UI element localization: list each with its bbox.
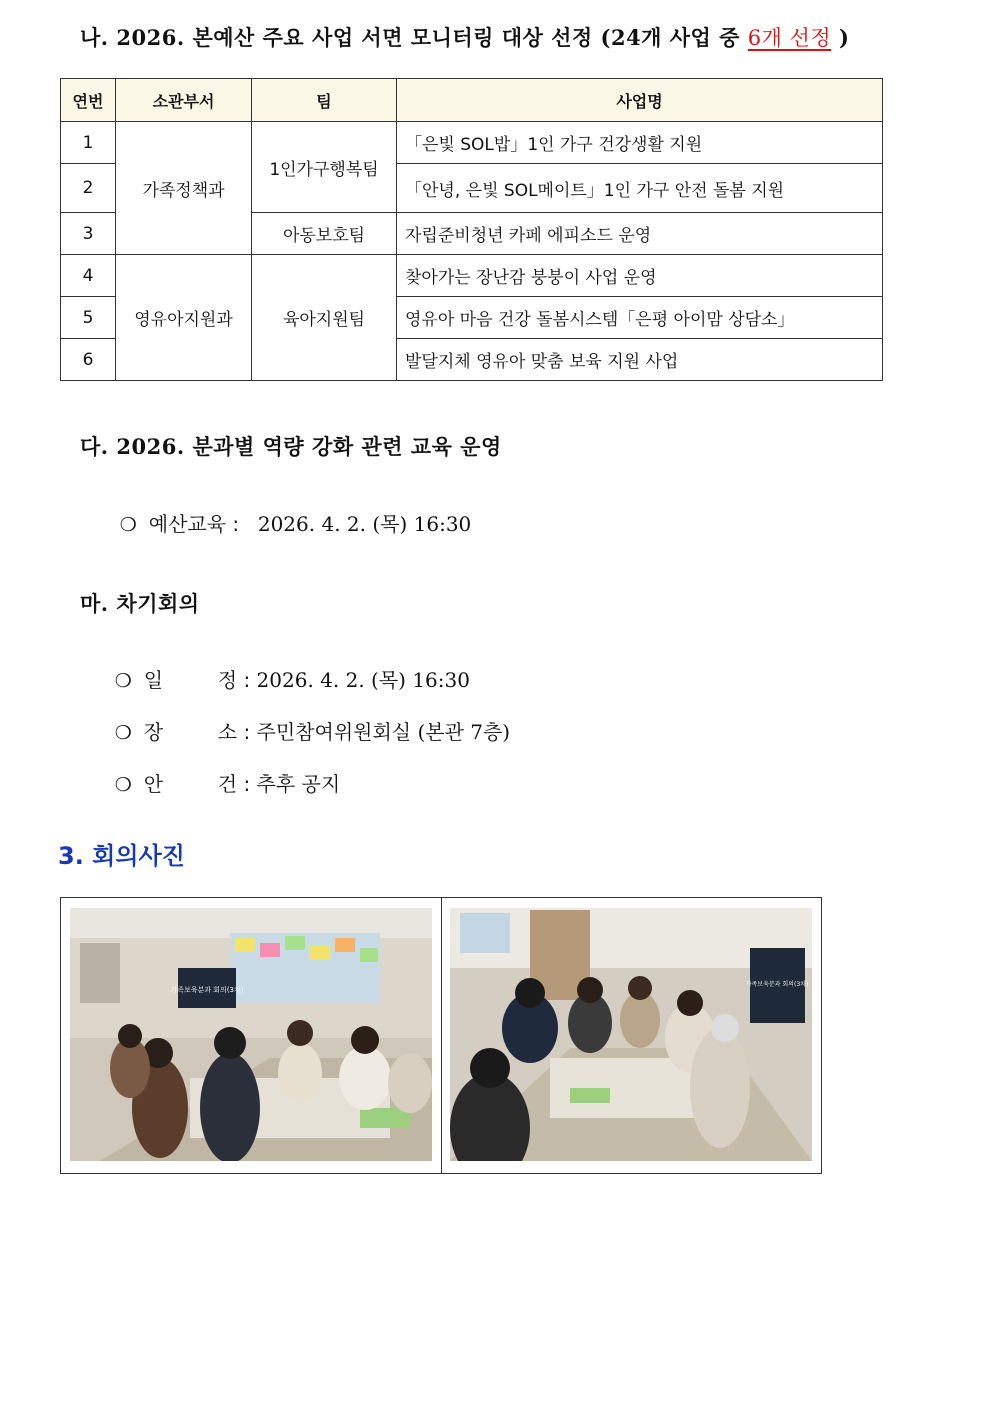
header-no: 연번 [61, 79, 116, 122]
next-meeting-item: ❍ 일 정 : 2026. 4. 2. (목) 16:30 [102, 640, 470, 693]
next-meeting-item: ❍ 장 소 : 주민참여위원회실 (본관 7층) [102, 692, 510, 745]
row-project: 「안녕, 은빛 SOL메이트」1인 가구 안전 돌봄 지원 [397, 164, 883, 213]
section-ma-title: 마. 차기회의 [80, 591, 200, 616]
table-row [61, 255, 883, 297]
section-3-title: 3. 회의사진 [58, 842, 185, 870]
item-label-b: 소 [217, 720, 238, 744]
row-project: 발달지체 영유아 맞춤 보육 지원 사업 [397, 339, 883, 381]
header-team: 팀 [252, 79, 397, 122]
screen-title-2: 가족보육분과 회의(3차) [745, 981, 809, 988]
item-label-a: 장 [143, 720, 164, 744]
row-no: 2 [61, 164, 116, 213]
item-value: 2026. 4. 2. (목) 16:30 [256, 668, 470, 692]
row-project: 찾아가는 장난감 붕붕이 사업 운영 [397, 255, 883, 297]
header-project: 사업명 [397, 79, 883, 122]
row-team: 1인가구행복팀 [252, 122, 397, 213]
education-value: 2026. 4. 2. (목) 16:30 [257, 512, 472, 536]
monitoring-table [60, 78, 883, 381]
table-row [61, 122, 883, 164]
education-item [107, 484, 471, 537]
row-project: 「은빛 SOL밥」1인 가구 건강생활 지원 [397, 122, 883, 164]
row-project: 자립준비청년 카페 에피소드 운영 [397, 213, 883, 255]
bullet-circle-icon: ❍ [119, 514, 137, 536]
header-dept: 소관부서 [116, 79, 252, 122]
item-label-a: 일 [143, 668, 164, 692]
section-na-title-highlight: 6개 선정 [747, 26, 832, 50]
bullet-circle-icon: ❍ [114, 722, 132, 744]
item-value: 추후 공지 [256, 772, 341, 796]
row-dept: 영유아지원과 [116, 255, 252, 381]
next-meeting-item: ❍ 안 건 : 추후 공지 [102, 744, 340, 797]
item-value: 주민참여위원회실 (본관 7층) [256, 720, 511, 744]
item-label-a: 안 [143, 772, 164, 796]
table-header-row [61, 79, 883, 122]
row-no: 4 [61, 255, 116, 297]
photo-divider [441, 898, 442, 1173]
meeting-photo-1 [70, 908, 432, 1161]
meeting-photos [60, 897, 822, 1174]
row-project: 영유아 마음 건강 돌봄시스템「은평 아이맘 상담소」 [397, 297, 883, 339]
row-dept: 가족정책과 [116, 122, 252, 255]
row-no: 6 [61, 339, 116, 381]
education-separator: : [226, 512, 252, 536]
meeting-photo-2 [450, 908, 812, 1161]
item-label-b: 정 [217, 668, 238, 692]
screen-title-1: 가족보육분과 회의(3차) [170, 986, 244, 994]
row-team: 아동보호팀 [252, 213, 397, 255]
bullet-circle-icon: ❍ [114, 774, 132, 796]
row-no: 1 [61, 122, 116, 164]
education-label: 예산교육 [148, 512, 227, 536]
row-no: 5 [61, 297, 116, 339]
row-no: 3 [61, 213, 116, 255]
section-da-title: 다. 2026. 분과별 역량 강화 관련 교육 운영 [80, 434, 502, 459]
section-na-title-prefix: 나. 2026. 본예산 주요 사업 서면 모니터링 대상 선정 (24개 사업 중 [80, 25, 748, 50]
row-team: 육아지원팀 [252, 255, 397, 381]
section-na-title [80, 22, 849, 52]
bullet-circle-icon: ❍ [114, 670, 132, 692]
item-label-b: 건 [217, 772, 238, 796]
section-na-title-suffix: ) [831, 25, 850, 50]
